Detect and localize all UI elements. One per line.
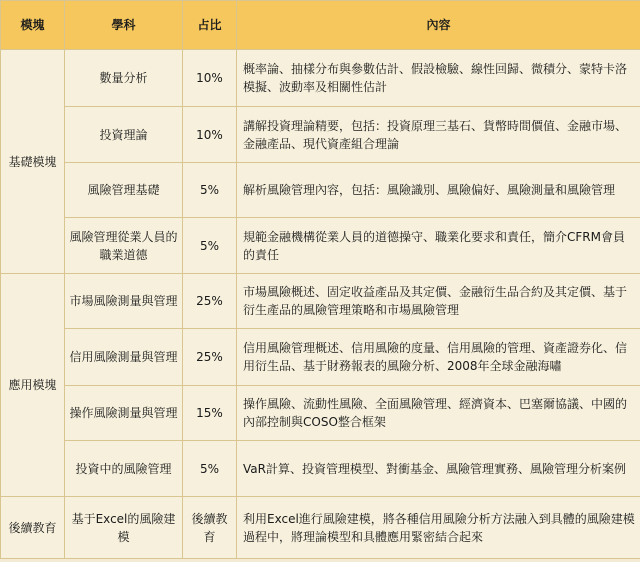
content-cell: 利用Excel進行風險建模，將各種信用風險分析方法融入到具體的風險建模過程中，將理論模型和具體應用緊密結合起來 [237,497,640,559]
content-cell: 操作風險、流動性風險、全面風險管理、經濟資本、巴塞爾協議、中國的內部控制與COSO整合框架 [237,386,640,441]
content-cell: 市場風險概述、固定收益產品及其定價、金融衍生品合約及其定價、基于衍生產品的風險管理策略和市場風險管理 [237,274,640,329]
module-cell-basic: 基礎模塊 [1,50,65,274]
subject-cell: 數量分析 [65,50,183,107]
ratio-cell: 5% [183,163,237,218]
module-cell-applied: 應用模塊 [1,274,65,497]
subject-cell: 投資中的風險管理 [65,441,183,497]
content-cell: 概率論、抽樣分布與參數估計、假設檢驗、線性回歸、微積分、蒙特卡洛模擬、波動率及相關性估計 [237,50,640,107]
subject-cell: 風險管理從業人員的職業道德 [65,218,183,274]
table-row [1,497,640,559]
content-cell: VaR計算、投資管理模型、對衝基金、風險管理實務、風險管理分析案例 [237,441,640,497]
ratio-cell: 25% [183,329,237,386]
subject-cell: 投資理論 [65,107,183,163]
ratio-cell: 5% [183,441,237,497]
table-row [1,441,640,497]
module-cell-continuing: 後續教育 [1,497,65,559]
subject-cell: 操作風險測量與管理 [65,386,183,441]
content-cell: 解析風險管理內容，包括：風險識別、風險偏好、風險測量和風險管理 [237,163,640,218]
subject-cell: 基于Excel的風險建模 [65,497,183,559]
subject-cell: 信用風險測量與管理 [65,329,183,386]
ratio-cell: 25% [183,274,237,329]
header-ratio: 占比 [183,1,237,50]
table-row [1,329,640,386]
table-row [1,163,640,218]
header-row [1,1,640,50]
ratio-cell: 10% [183,50,237,107]
table-row [1,107,640,163]
header-content: 內容 [237,1,640,50]
content-cell: 規範金融機構從業人員的道德操守、職業化要求和責任，簡介CFRM會員的責任 [237,218,640,274]
subject-cell: 風險管理基礎 [65,163,183,218]
content-cell: 講解投資理論精要，包括：投資原理三基石、貨幣時間價值、金融市場、金融產品、現代資產組合理論 [237,107,640,163]
table-row [1,274,640,329]
ratio-cell: 10% [183,107,237,163]
table-row [1,218,640,274]
table-row [1,50,640,107]
subject-cell: 市場風險測量與管理 [65,274,183,329]
header-module: 模塊 [1,1,65,50]
ratio-cell: 後續教育 [183,497,237,559]
table-row [1,386,640,441]
content-cell: 信用風險管理概述、信用風險的度量、信用風險的管理、資產證券化、信用衍生品、基于財務報表的風險分析、2008年全球金融海嘯 [237,329,640,386]
header-subject: 學科 [65,1,183,50]
ratio-cell: 5% [183,218,237,274]
ratio-cell: 15% [183,386,237,441]
